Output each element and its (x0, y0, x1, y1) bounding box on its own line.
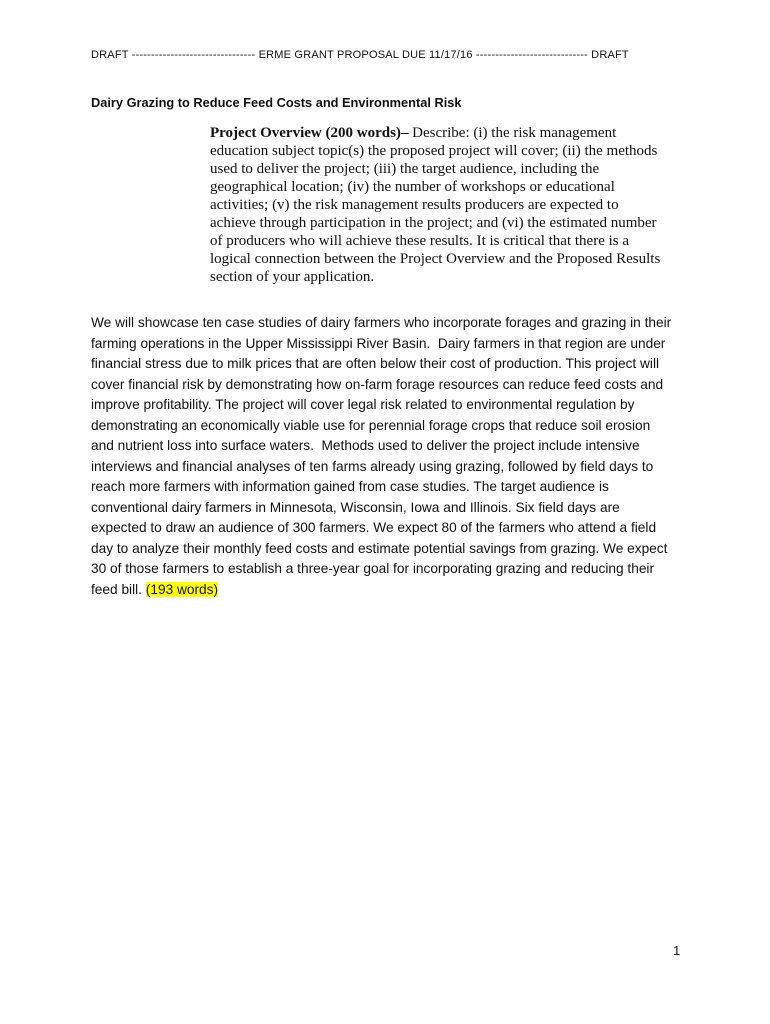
instruction-line: activities; (v) the risk management results producers are expected to (210, 197, 619, 213)
instruction-line: achieve through participation in the project; and (vi) the estimated number (210, 215, 657, 231)
body-line-last (91, 580, 671, 601)
document-title: Dairy Grazing to Reduce Feed Costs and Environmental Risk (91, 95, 462, 110)
body-paragraph (91, 313, 671, 600)
draft-header: DRAFT -------------------------------- ERME GRANT PROPOSAL DUE 11/17/16 ----------------------------- DRAFT (91, 49, 629, 61)
body-line: reach more farmers with information gained from case studies. The target audience is (91, 479, 609, 494)
body-line-text: feed bill. (91, 581, 146, 597)
instruction-line: of producers who will achieve these results. It is critical that there is a (210, 233, 630, 249)
instructions-block (210, 124, 660, 286)
page-number: 1 (673, 943, 681, 958)
body-line: cover financial risk by demonstrating how on-farm forage resources can reduce feed costs and (91, 376, 664, 392)
body-line: farming operations in the Upper Mississippi River Basin. Dairy farmers in that region are under (91, 335, 666, 351)
instruction-line: logical connection between the Project Overview and the Proposed Results (210, 251, 661, 267)
body-line: 30 of those farmers to establish a three-year goal for incorporating grazing and reducing their (91, 561, 655, 576)
body-line: conventional dairy farmers in Minnesota, Wisconsin, Iowa and Illinois. Six field days are (91, 499, 620, 515)
body-line: interviews and financial analyses of ten farms already using grazing, followed by field days to (91, 458, 654, 474)
body-line: demonstrating an economically viable use for perennial forage crops that reduce soil erosion (91, 417, 651, 433)
instruction-line: geographical location; (iv) the number of workshops or educational (210, 179, 615, 195)
body-line: day to analyze their monthly feed costs and estimate potential savings from grazing. We expect (91, 540, 668, 556)
body-line: expected to draw an audience of 300 farmers. We expect 80 of the farmers who attend a field (91, 520, 657, 535)
word-count-highlight: (193 words) (145, 581, 219, 597)
instruction-line: used to deliver the project; (iii) the target audience, including the (210, 161, 600, 177)
instruction-line: section of your application. (210, 269, 375, 285)
body-line: We will showcase ten case studies of dairy farmers who incorporate forages and grazing in their (91, 315, 672, 330)
body-line: and nutrient loss into surface waters. Methods used to deliver the project include intensive (91, 438, 640, 453)
instruction-line: education subject topic(s) the proposed project will cover; (ii) the methods (210, 143, 658, 159)
instruction-line-text: Describe: (i) the risk management (408, 125, 617, 141)
instruction-line (210, 124, 660, 142)
body-line: improve profitability. The project will cover legal risk related to environmental regulation by (91, 397, 635, 412)
body-line: financial stress due to milk prices that are often below their cost of production. This project will (91, 356, 660, 371)
instruction-heading: Project Overview (200 words)– (210, 125, 409, 141)
